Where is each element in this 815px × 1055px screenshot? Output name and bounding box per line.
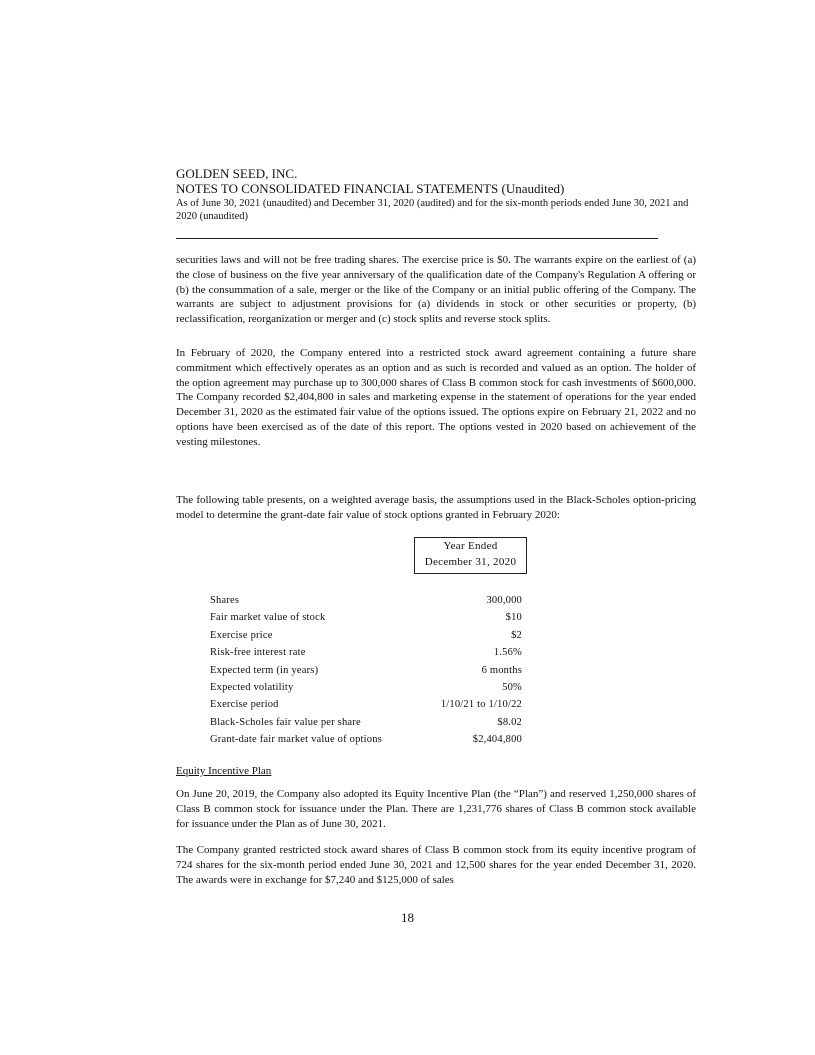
- row-label: Fair market value of stock: [210, 612, 326, 624]
- row-value: 300,000: [486, 595, 522, 606]
- table-row: [210, 679, 522, 696]
- row-label: Black-Scholes fair value per share: [210, 716, 361, 728]
- black-scholes-intro-paragraph: The following table presents, on a weighted average basis, the assumptions used in the Black-Scholes option-pricing model to determine the grant-date fair value of stock options granted in February 2020:: [176, 494, 696, 521]
- stock-award-paragraph: In February of 2020, the Company entered into a restricted stock award agreement containing a future share commitment which effectively operates as an option and as such is recorded and valued as an option. The holder of the option agreement may purchase up to 300,000 shares of Class B common stock for cash investments of $600,000. The Company recorded $2,404,800 in sales and marketing expense in the statement of operations for the year ended December 31, 2020 as the estimated fair value of the options issued. The options expire on February 21, 2022 and no options have been exercised as of the date of this report. The options vested in 2020 based on achievement of the vesting milestones.: [176, 347, 696, 448]
- row-value: $10: [505, 612, 522, 624]
- row-value: 1.56%: [493, 647, 522, 659]
- table-row: [210, 696, 522, 713]
- table-row: [210, 731, 522, 748]
- statement-title: NOTES TO CONSOLIDATED FINANCIAL STATEMENTS (Unaudited): [176, 181, 565, 196]
- assumptions-table: [210, 592, 522, 749]
- row-value: 1/10/21 to 1/10/22: [440, 699, 522, 711]
- table-column-header: [414, 537, 527, 574]
- row-value: 6 months: [481, 664, 522, 676]
- row-value: $2,404,800: [472, 734, 522, 746]
- page-number: 18: [401, 910, 414, 925]
- header-divider: [176, 238, 658, 239]
- company-name: GOLDEN SEED, INC.: [176, 166, 298, 181]
- row-label: Expected term (in years): [210, 664, 319, 676]
- row-label: Shares: [210, 595, 240, 606]
- table-row: [210, 714, 522, 731]
- statement-subtitle: As of June 30, 2021 (unaudited) and December 31, 2020 (audited) and for the six-month periods ended June 30, 2021 and 2020 (unaudited): [176, 198, 689, 222]
- row-label: Grant-date fair market value of options: [210, 734, 382, 746]
- equity-plan-paragraph: On June 20, 2019, the Company also adopted its Equity Incentive Plan (the “Plan”) and reserved 1,250,000 shares of Class B common stock for issuance under the Plan. There are 1,231,776 shares of Class B common stock available for issuance under the Plan as of June 30, 2021.: [176, 788, 696, 830]
- table-row: [210, 627, 522, 644]
- row-value: $8.02: [497, 716, 522, 728]
- table-row: [210, 609, 522, 626]
- column-header-date: December 31, 2020: [424, 556, 517, 568]
- row-value: 50%: [502, 681, 522, 693]
- table-row: [210, 662, 522, 679]
- row-label: Risk-free interest rate: [210, 647, 306, 659]
- column-header-year-ended: Year Ended: [443, 540, 498, 552]
- row-label: Expected volatility: [210, 681, 294, 693]
- restricted-stock-paragraph: The Company granted restricted stock award shares of Class B common stock from its equity incentive program of 724 shares for the six-month period ended June 30, 2021 and 12,500 shares for the year ended December 31, 2020. The awards were in exchange for $7,240 and $125,000 of sales: [176, 844, 696, 886]
- page-header: [176, 166, 696, 223]
- table-row: [210, 592, 522, 609]
- equity-incentive-plan-heading: Equity Incentive Plan: [176, 765, 272, 777]
- row-label: Exercise period: [210, 699, 279, 711]
- row-value: $2: [511, 629, 522, 641]
- row-label: Exercise price: [210, 629, 273, 641]
- warrants-paragraph: securities laws and will not be free trading shares. The exercise price is $0. The warrants expire on the earliest of (a) the close of business on the five year anniversary of the qualification date of the Company's Regulation A offering or (b) the consummation of a sale, merger or the like of the Company or an initial public offering of the Company. The warrants are subject to adjustment provisions for (a) dividends in stock or other securities or property, (b) reclassification, reorganization or merger and (c) stock splits and reverse stock splits.: [176, 254, 696, 326]
- table-row: [210, 644, 522, 661]
